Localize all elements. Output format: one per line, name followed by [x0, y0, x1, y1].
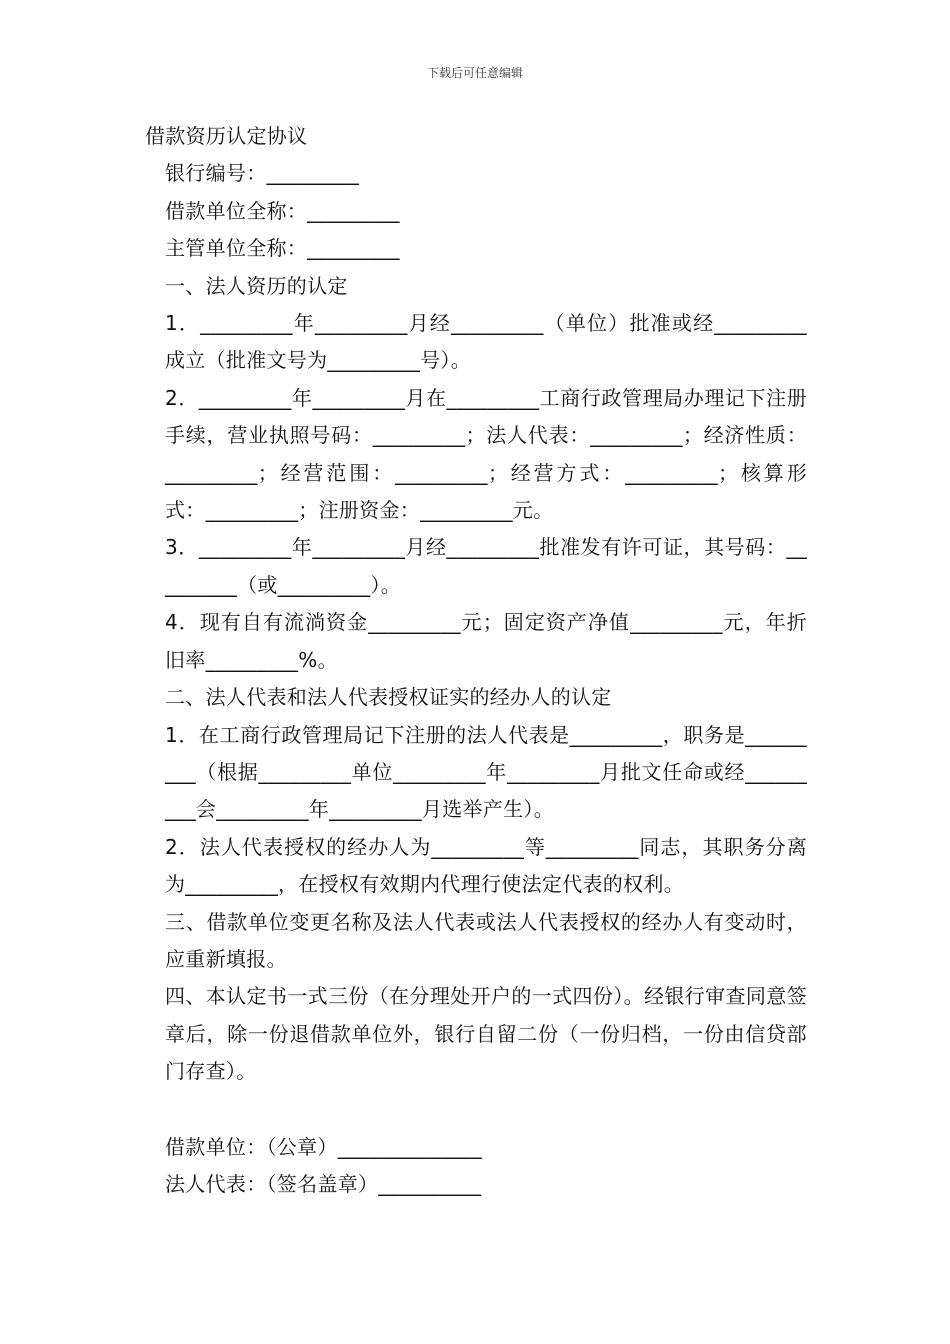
- clause-2-2: 2．法人代表授权的经办人为_________等_________同志，其职务分离为_________，在授权有效期内代理行使法定代表的权利。: [165, 834, 807, 897]
- borrower-name-line: 借款单位全称：_________: [165, 198, 400, 223]
- bank-number-line: 银行编号：_________: [165, 161, 360, 186]
- clause-1-3: 3．_________年_________月经_________批准发有许可证，其号码：_________（或_________）。: [165, 535, 807, 597]
- agreement-document: [145, 118, 807, 1203]
- section-3: 三、借款单位变更名称及法人代表或法人代表授权的经办人有变动时，应重新填报。: [165, 909, 807, 971]
- supervisor-name-line: 主管单位全称：_________: [165, 236, 400, 261]
- signature-legal-rep: 法人代表：（签名盖章）__________: [165, 1171, 482, 1196]
- section-4: 四、本认定书一式三份（在分理处开户的一式四份）。经银行审查同意签章后，除一份退借款单位外，银行自留二份（一份归档，一份由信贷部门存查）。: [165, 984, 807, 1084]
- clause-1-1: 1．_________年_________月经_________（单位）批准或经_________成立（批准文号为_________号）。: [165, 311, 807, 373]
- signature-borrower: 借款单位：（公章）______________: [165, 1134, 482, 1159]
- clause-2-1: 1．在工商行政管理局记下注册的法人代表是_________，职务是_________（根据_________单位_________年_________月批文任命或经_________会_________年_________月选举产生）。: [165, 722, 807, 822]
- clause-1-2: 2．_________年_________月在_________工商行政管理局办理记下注册手续，营业执照号码：_________；法人代表：_________；经济性质：_________；经营范围：_________；经营方式：_________；核算形式：_________；注册资金：_________元。: [165, 385, 807, 523]
- section-heading-2: 二、法人代表和法人代表授权证实的经办人的认定: [165, 685, 612, 710]
- clause-1-4: 4．现有自有流淌资金_________元；固定资产净值_________元，年折旧率_________%。: [165, 610, 807, 672]
- page-header: 下载后可任意编辑: [426, 66, 523, 80]
- spacer: [145, 1091, 807, 1129]
- section-heading-1: 一、法人资历的认定: [165, 273, 348, 298]
- document-title: 借款资历认定协议: [145, 124, 308, 148]
